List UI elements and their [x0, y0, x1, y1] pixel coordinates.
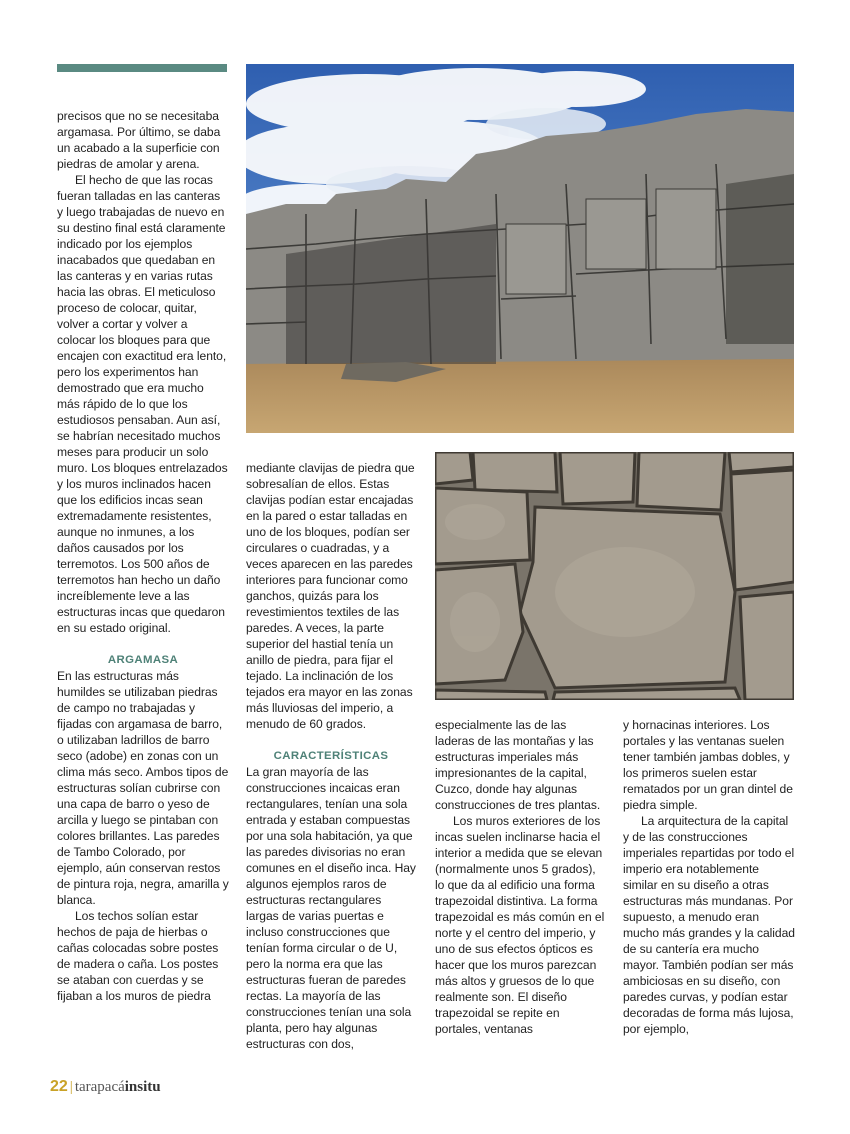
column-3 [435, 717, 607, 1037]
paragraph: especialmente las de las laderas de las montañas y las estructuras imperiales más impresionantes de la capital, Cuzco, donde hay algunas construcciones de tres plantas. [435, 718, 601, 812]
magazine-brand-bold: insitu [124, 1079, 161, 1095]
paragraph: El hecho de que las rocas fueran talladas en las canteras y luego trabajadas de nuevo en su destino final está claramente indicado por los ejemplos inacabados que quedaban en las canteras y en varias rutas hacia las obras. El meticuloso proceso de colocar, quitar, volver a cortar y volver a colocar los bloques para que encajen con exactitud era lento, pero los experimentos han demostrado que era mucho más rápido de lo que los estudiosos pensaban. Aun así, se habrían necesitado muchos meses para producir un solo muro. Los bloques entrelazados y los muros inclinados hacen que los edificios incas sean extremadamente resistentes, aunque no inmunes, a los daños causados por los terremotos. Los 500 años de terremotos han hecho un daño increíblemente leve a las estructuras incas que quedaron en su estado original. [57, 173, 228, 635]
paragraph: Los techos solían estar hechos de paja de hierbas o cañas colocadas sobre postes de madera o caña. Los postes se ataban con cuerdas y se fijaban a los muros de piedra [57, 909, 219, 1003]
paragraph: En las estructuras más humildes se utilizaban piedras de campo no trabajadas y fijadas con argamasa de barro, o utilizaban ladrillos de barro seco (adobe) en zonas con un clima más seco. Ambos tipos de estructuras solían cubrirse con una capa de barro o yeso de arcilla y luego se pintaban con colores brillantes. Las paredes de Tambo Colorado, por ejemplo, aún conservan restos de pintura roja, negra, amarilla y blanca. [57, 669, 229, 907]
paragraph: Los muros exteriores de los incas suelen inclinarse hacia el interior a medida que se elevan (normalmente unos 5 grados), lo que da al edificio una forma trapezoidal distintiva. La forma trapezoidal es más común en el norte y el centro del imperio, y uno de sus efectos ópticos es hacer que los muros parezcan más altos y gruesos de lo que realmente son. El diseño trapezoidal se repite en portales, ventanas [435, 814, 605, 1036]
magazine-brand-light: tarapacá [74, 1079, 125, 1095]
section-heading-caracteristicas: CARACTERÍSTICAS [273, 750, 389, 762]
footer-separator: | [69, 1079, 73, 1095]
inca-wall-photo [246, 64, 794, 433]
paragraph: La gran mayoría de las construcciones incaicas eran rectangulares, tenían una sola entrada y estaban compuestas por una sola habitación, ya que las paredes divisorias no eran comunes en el diseño inca. Hay algunos ejemplos raros de estructuras rectangulares largas de varias puertas e incluso construcciones que tenían forma circular o de U, pero la norma era que las estructuras fueran de paredes rectas. La mayoría de las construcciones tenían una sola planta, pero hay algunas estructuras con dos, [246, 765, 416, 1051]
section-heading-argamasa: ARGAMASA [107, 654, 179, 666]
page-number: 22 [50, 1078, 68, 1095]
page-footer [50, 1078, 161, 1096]
column-1 [57, 108, 229, 1004]
paragraph: mediante clavijas de piedra que sobresalían de ellos. Estas clavijas podían estar encajadas en la pared o estar talladas en uno de los bloques, podían ser circulares o cuadradas, y a veces aparecen en las paredes interiores para funcionar como ganchos, quizás para los revestimientos textiles de las paredes. A veces, la parte superior del hastial tenía un anillo de piedra, para fijar el tejado. La inclinación de los tejados era mayor en las zonas más lluviosas del imperio, a menudo de 60 grados. [246, 461, 415, 731]
paragraph: y hornacinas interiores. Los portales y las ventanas suelen tener también jambas dobles, y los primeros suelen estar rematados por un gran dintel de piedra simple. [623, 718, 793, 812]
paragraph: precisos que no se necesitaba argamasa. Por último, se daba un acabado a la superficie con piedras de amolar y arena. [57, 109, 221, 171]
column-2 [246, 460, 416, 1052]
paragraph: La arquitectura de la capital y de las construcciones imperiales repartidas por todo el imperio era notablemente similar en su diseño a otras estructuras más mundanas. Por supuesto, a menudo eran mucho más grandes y la calidad de su cantería era mucho mayor. También podían ser más ambiciosas en su diseño, con paredes curvas, y podían estar decoradas de forma más lujosa, por ejemplo, [623, 814, 795, 1036]
accent-bar [57, 64, 227, 72]
stone-blocks-photo [435, 452, 794, 700]
column-4 [623, 717, 795, 1037]
